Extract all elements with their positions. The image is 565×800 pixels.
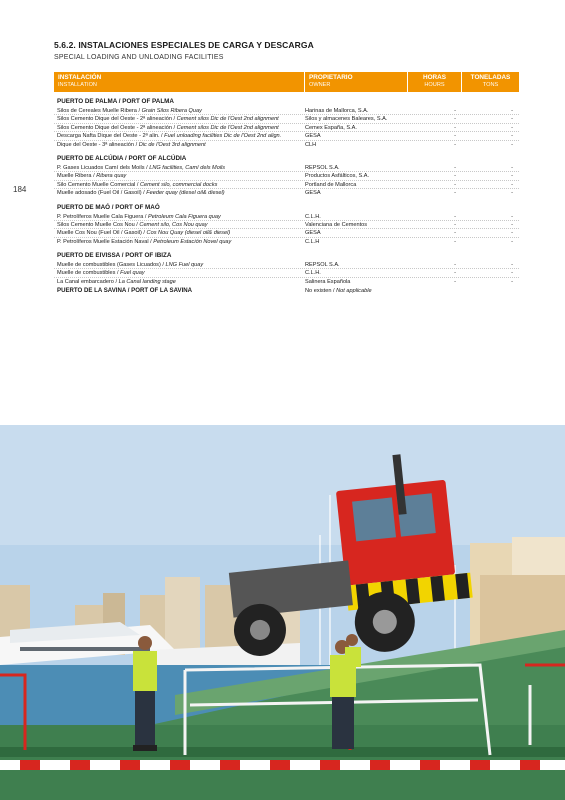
installation-en: Fuel unloading facilities Dic de l'Oest 2nd align.	[164, 133, 282, 140]
row-installation	[54, 124, 305, 131]
row-installation	[54, 132, 305, 139]
row-hours: -	[454, 238, 456, 245]
row-tons: -	[511, 238, 513, 245]
table-body	[54, 92, 519, 286]
installation-es: P. Petrolíferos Muelle Cala Figuera /	[57, 213, 147, 220]
port-photo	[0, 425, 565, 800]
table-row	[54, 189, 519, 197]
row-hours: -	[454, 213, 456, 220]
table-row-savina	[54, 286, 519, 296]
row-hours: -	[454, 262, 456, 269]
row-owner: C.L.H.	[305, 213, 321, 220]
installation-es: Muelle adosado (Fuel Oil / Gasoil) /	[57, 190, 145, 197]
table-row	[54, 107, 519, 115]
header-label-en: TONS	[482, 82, 499, 88]
row-installation	[54, 229, 305, 236]
port-section-title: PUERTO DE ALCÚDIA / PORT OF ALCÚDIA	[57, 154, 187, 162]
table-row	[54, 172, 519, 180]
row-owner: Harinas de Mallorca, S.A.	[305, 108, 369, 114]
installation-en: Grain Silos Ribera Quay	[141, 108, 202, 114]
row-owner: Valenciana de Cementos	[305, 221, 368, 228]
installation-en: Ribera quay	[96, 173, 127, 180]
row-owner: Cemex España, S.A.	[305, 124, 357, 131]
row-owner: Productos Asfálticos, S.A.	[305, 173, 370, 180]
row-hours: -	[454, 133, 456, 140]
installation-es: Muelle Ribera /	[57, 173, 95, 180]
installation-en: Fuel quay	[120, 270, 145, 277]
row-hours: -	[454, 278, 456, 285]
installation-en: Cement silos Dic de l'Oest 2nd alignment	[176, 116, 279, 123]
installation-es: Silo Cemento Muelle Comercial /	[57, 181, 139, 188]
barrier	[0, 760, 565, 770]
row-installation	[54, 238, 305, 246]
installation-en: La Canal landing stage	[118, 278, 176, 285]
section-subheading: SPECIAL LOADING AND UNLOADING FACILITIES	[54, 54, 224, 61]
table-row	[54, 269, 519, 277]
table-header	[54, 72, 519, 92]
header-label: HORAS	[422, 74, 447, 81]
installation-en: Cos Nou Quay (diesel oil& diesel)	[146, 230, 231, 237]
row-tons: -	[511, 181, 513, 188]
row-hours: -	[454, 221, 456, 228]
installation-en: LNG Fuel quay	[165, 262, 204, 269]
table-row	[54, 229, 519, 237]
row-owner: Silos y almacenes Baleares, S.A.	[305, 116, 388, 123]
row-installation	[54, 107, 305, 114]
row-hours: -	[454, 164, 456, 171]
installation-en: Feeder quay (diesel oil& diesel)	[146, 190, 225, 197]
row-hours: -	[454, 270, 456, 277]
row-owner: CLH	[305, 141, 317, 148]
row-installation	[54, 261, 305, 268]
row-hours: -	[454, 181, 456, 188]
owner-es: No existen /	[305, 288, 335, 295]
row-hours: -	[454, 230, 456, 237]
installation-en: LNG facilities, Camí dels Moils	[149, 164, 226, 171]
table-row	[54, 213, 519, 221]
row-owner: Salinera Española	[305, 278, 351, 285]
row-installation	[54, 172, 305, 179]
installation-en: Cement silo, commercial docks	[140, 181, 218, 188]
row-hours: -	[454, 116, 456, 123]
table-row	[54, 132, 519, 140]
table-row	[54, 278, 519, 286]
row-installation	[54, 278, 305, 286]
row-hours: -	[454, 124, 456, 131]
table-row	[54, 221, 519, 229]
row-installation	[54, 164, 305, 171]
row-tons: -	[511, 262, 513, 269]
row-owner: C.L.H.	[305, 270, 321, 277]
row-owner: GESA	[305, 190, 321, 197]
table-row	[54, 124, 519, 132]
row-tons: -	[511, 213, 513, 220]
installation-es: Silos Cemento Dique del Oeste - 2ª alineación /	[57, 116, 176, 123]
row-tons: -	[511, 270, 513, 277]
installation-es: Silos Cemento Dique del Oeste - 2ª alineación /	[57, 124, 176, 131]
installation-en: Petroleum Estación Novel quay	[153, 238, 232, 245]
table-row	[54, 238, 519, 246]
page-number: 184	[13, 185, 27, 194]
installation-es: Muelle de combustibles /	[57, 270, 119, 277]
table-row	[54, 141, 519, 149]
row-owner	[305, 286, 408, 296]
section-heading: 5.6.2. INSTALACIONES ESPECIALES DE CARGA Y DESCARGA	[54, 40, 314, 50]
port-section-title: PUERTO DE EIVISSA / PORT OF IBIZA	[57, 252, 172, 260]
row-installation	[54, 221, 305, 228]
row-tons: -	[511, 133, 513, 140]
installation-es: Silos Cemento Muelle Cos Nou /	[57, 221, 138, 228]
header-owner	[305, 72, 408, 92]
header-label: INSTALACIÓN	[58, 74, 102, 81]
installation-es: La Canal embarcadero /	[57, 278, 118, 285]
row-tons: -	[511, 141, 513, 148]
row-tons: -	[511, 124, 513, 131]
row-tons: -	[511, 164, 513, 171]
row-installation: PUERTO DE LA SAVINA / PORT OF LA SAVINA	[57, 287, 193, 295]
installation-es: P. Petrolíferos Muelle Estación Naval /	[57, 238, 152, 245]
installation-es: Silos de Cereales Muelle Ribera /	[57, 108, 141, 114]
row-tons: -	[511, 108, 513, 114]
installation-es: Muelle de combustibles (Gases Licuados) /	[57, 262, 164, 269]
table-row	[54, 115, 519, 123]
row-tons: -	[511, 173, 513, 180]
row-installation	[54, 181, 305, 188]
header-installation	[54, 72, 305, 92]
header-hours	[408, 72, 462, 92]
installation-en: Cement silos Dic de l'Oest 2nd alignment	[176, 124, 279, 131]
header-tons	[462, 72, 519, 92]
installation-es: Muelle Cos Nou (Fuel Oil / Gasoil) /	[57, 230, 145, 237]
row-hours: -	[454, 141, 456, 148]
row-installation	[54, 141, 305, 149]
row-hours: -	[454, 108, 456, 114]
owner-en: Not applicable	[336, 288, 372, 295]
row-hours: -	[454, 190, 456, 197]
header-label-en: INSTALLATION	[58, 82, 97, 88]
header-label: PROPIETARIO	[309, 74, 353, 81]
row-tons: -	[511, 190, 513, 197]
row-installation	[54, 189, 305, 197]
row-owner: REPSOL S.A.	[305, 262, 340, 269]
installation-es: Descarga Nafta Dique del Oeste - 2ª alin. /	[57, 133, 163, 140]
worker-left	[133, 636, 157, 751]
header-label: TONELADAS	[470, 74, 511, 81]
row-tons: -	[511, 116, 513, 123]
row-installation	[54, 115, 305, 122]
table-row	[54, 261, 519, 269]
row-installation	[54, 269, 305, 276]
row-owner: C.L.H	[305, 238, 320, 245]
installation-en: Dic de l'Oest 3rd alignment	[138, 141, 206, 148]
row-owner: REPSOL S.A.	[305, 164, 340, 171]
row-installation	[54, 213, 305, 220]
installation-en: Cement silo, Cos Nou quay	[139, 221, 208, 228]
row-hours: -	[454, 173, 456, 180]
port-section-title: PUERTO DE PALMA / PORT OF PALMA	[57, 98, 174, 105]
installation-es: Dique del Oeste - 3ª alineación /	[57, 141, 138, 148]
row-owner: GESA	[305, 230, 321, 237]
row-owner: Portland de Mallorca	[305, 181, 357, 188]
port-section-title: PUERTO DE MAÓ / PORT OF MAÓ	[57, 203, 160, 211]
header-label-en: HOURS	[424, 82, 445, 88]
row-owner: GESA	[305, 133, 321, 140]
row-tons: -	[511, 278, 513, 285]
table-row	[54, 164, 519, 172]
facilities-table	[54, 72, 519, 296]
table-row	[54, 181, 519, 189]
header-label-en: OWNER	[309, 82, 331, 88]
installation-es: P. Gases Licuados Camí dels Moils /	[57, 164, 148, 171]
row-tons: -	[511, 221, 513, 228]
installation-en: Petroleum Cala Figuera quay	[148, 213, 221, 220]
row-tons: -	[511, 230, 513, 237]
